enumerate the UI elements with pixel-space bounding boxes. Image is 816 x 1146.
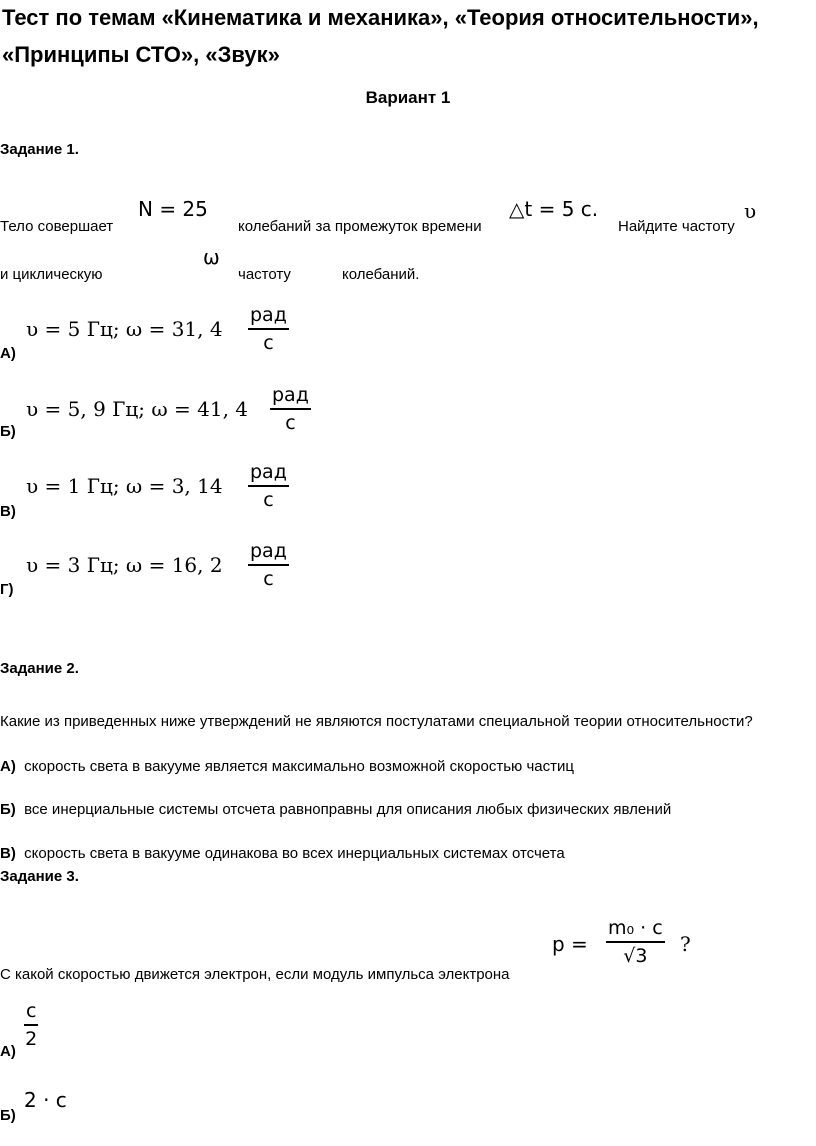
fraction-denominator: с [263, 567, 274, 590]
task1-text-1: Тело совершает [0, 218, 114, 235]
option-text: скорость света в вакууме является максимально возможной скоростью частиц [24, 758, 574, 775]
task3-heading: Задание 3. [0, 868, 79, 885]
task1-n-expression: N = 25 [138, 197, 208, 221]
task1-text-6: колебаний. [342, 266, 420, 283]
fraction-denominator: √3 [623, 944, 648, 967]
fraction-numerator: c [26, 1000, 37, 1022]
task1-option-a-expression: υ = 5 Гц; ω = 31, 4 [26, 317, 223, 341]
momentum-fraction [606, 917, 665, 967]
momentum-lhs: p = [552, 932, 588, 956]
task2-option-c [0, 845, 565, 862]
option-text: скорость света в вакууме одинакова во всех инерциальных системах отсчета [24, 845, 565, 862]
momentum-question-mark: ? [680, 932, 691, 956]
task1-option-c-fraction [248, 461, 289, 511]
option-label: Б) [0, 801, 16, 818]
fraction-denominator: с [285, 411, 296, 434]
task1-option-c-expression: υ = 1 Гц; ω = 3, 14 [26, 474, 223, 498]
task2-option-b [0, 801, 671, 818]
task1-option-b-expression: υ = 5, 9 Гц; ω = 41, 4 [26, 397, 249, 421]
task1-text-5: частоту [238, 266, 291, 283]
task3-option-b-expression: 2 · c [24, 1088, 67, 1112]
task1-option-c-label: В) [0, 503, 16, 520]
task3-option-b-label: Б) [0, 1107, 16, 1124]
option-text: все инерциальные системы отсчета равноправны для описания любых физических явлений [24, 801, 672, 818]
page-title-line-2: «Принципы СТО», «Звук» [2, 42, 280, 67]
fraction-numerator: m₀ · c [608, 917, 663, 939]
task3-question: С какой скоростью движется электрон, если модуль импульса электрона [0, 966, 510, 983]
fraction-denominator: 2 [25, 1027, 38, 1050]
task1-option-b-label: Б) [0, 423, 16, 440]
task2-option-a [0, 758, 574, 775]
task3-option-a-label: А) [0, 1043, 16, 1060]
fraction-denominator: с [263, 488, 274, 511]
task1-text-3: Найдите частоту [618, 218, 735, 235]
task1-option-a-fraction [248, 304, 289, 354]
task3-option-a-fraction [24, 1000, 38, 1050]
task2-heading: Задание 2. [0, 660, 79, 677]
task1-dt-expression: △t = 5 с. [509, 197, 599, 221]
task1-option-d-expression: υ = 3 Гц; ω = 16, 2 [26, 553, 223, 577]
task1-option-d-label: Г) [0, 581, 14, 598]
variant-heading: Вариант 1 [365, 88, 451, 107]
omega-symbol: ω [203, 245, 220, 269]
nu-symbol: υ [744, 199, 757, 223]
task1-option-a-label: А) [0, 345, 16, 362]
option-label: В) [0, 845, 16, 862]
task1-text-4: и циклическую [0, 266, 103, 283]
task1-heading: Задание 1. [0, 141, 79, 158]
task1-text-2: колебаний за промежуток времени [238, 218, 482, 235]
fraction-numerator: рад [250, 304, 287, 326]
task1-option-d-fraction [248, 540, 289, 590]
fraction-denominator: с [263, 331, 274, 354]
fraction-numerator: рад [250, 540, 287, 562]
fraction-numerator: рад [250, 461, 287, 483]
task1-option-b-fraction [270, 384, 311, 434]
page-title-line-1: Тест по темам «Кинематика и механика», «Теория относительности», [2, 5, 759, 30]
option-label: А) [0, 758, 16, 775]
fraction-numerator: рад [272, 384, 309, 406]
task2-question: Какие из приведенных ниже утверждений не являются постулатами специальной теории относительности? [0, 713, 753, 730]
